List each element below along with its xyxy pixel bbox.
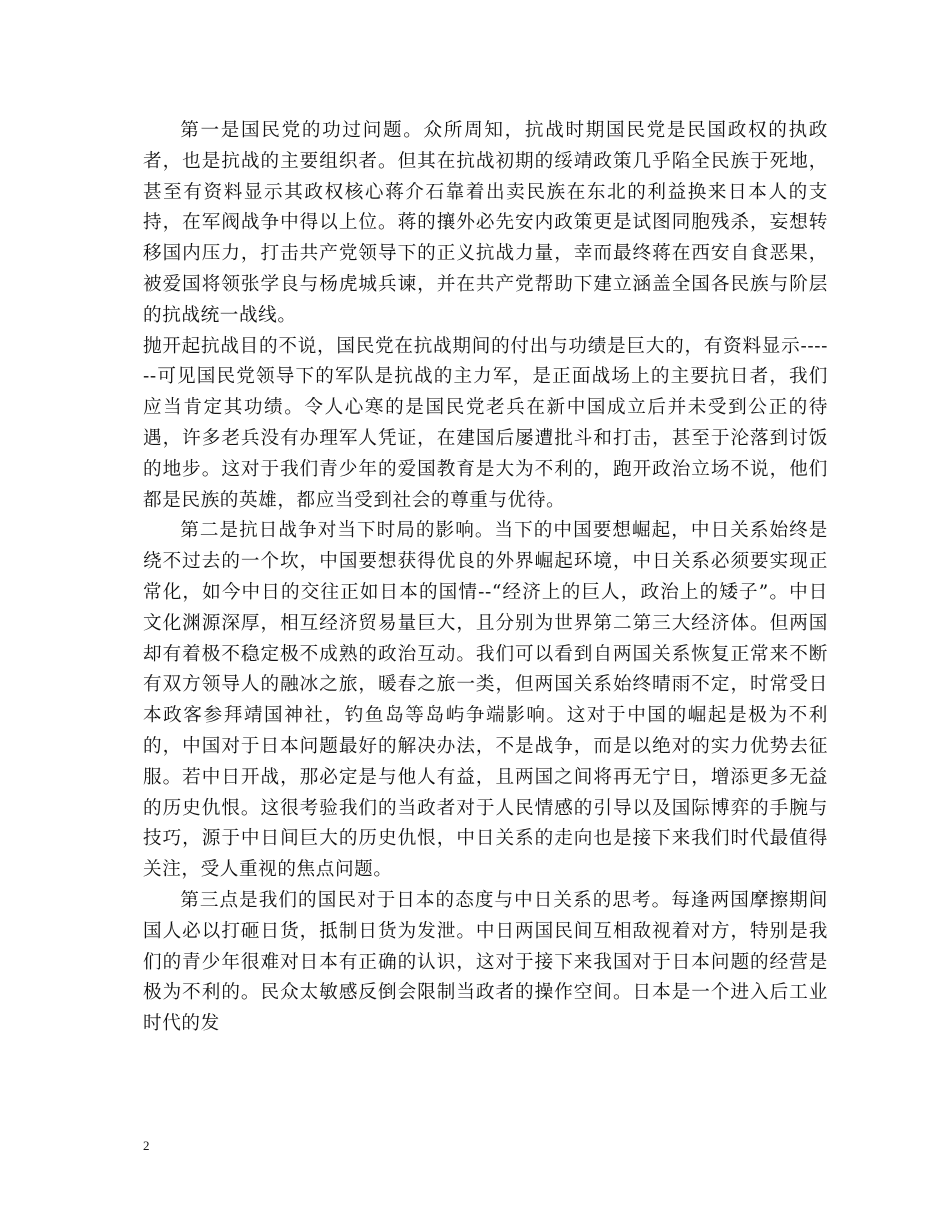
paragraph-3: 第二是抗日战争对当下时局的影响。当下的中国要想崛起，中日关系始终是绕不过去的一个坎，中国要想获得优良的外界崛起环境，中日关系必须要实现正常化，如今中日的交往正如日本的国情--“经济上的巨人，政治上的矮子”。中日文化渊源深厚，相互经济贸易量巨大，且分别为世界第二第三大经济体。但两国却有着极不稳定极不成熟的政治互动。我们可以看到自两国关系恢复正常来不断有双方领导人的融冰之旅，暖春之旅一类，但两国关系始终晴雨不定，时常受日本政客参拜靖国神社，钓鱼岛等岛屿争端影响。这对于中国的崛起是极为不利的，中国对于日本问题最好的解决办法，不是战争，而是以绝对的实力优势去征服。若中日开战，那必定是与他人有益，且两国之间将再无宁日，增添更多无益的历史仇恨。这很考验我们的当政者对于人民情感的引导以及国际博弈的手腕与技巧，源于中日间巨大的历史仇恨，中日关系的走向也是接下来我们时代最值得关注，受人重视的焦点问题。 xyxy=(143,520,828,881)
paragraph-4: 第三点是我们的国民对于日本的态度与中日关系的思考。每逢两国摩擦期间国人必以打砸日货，抵制日货为发泄。中日两国民间互相敌视着对方，特别是我们的青少年很难对日本有正确的认识，这对于接下来我国对于日本问题的经营是极为不利的。民众太敏感反倒会限制当政者的操作空间。日本是一个进入后工业时代的发 xyxy=(143,889,828,1035)
document-body xyxy=(143,116,828,1040)
paragraph-2: 抛开起抗战目的不说，国民党在抗战期间的付出与功绩是巨大的，有资料显示------可见国民党领导下的军队是抗战的主力军，是正面战场上的主要抗日者，我们应当肯定其功绩。令人心寒的是国民党老兵在新中国成立后并未受到公正的待遇，许多老兵没有办理军人凭证，在建国后屡遭批斗和打击，甚至于沦落到讨饭的地步。这对于我们青少年的爱国教育是大为不利的，跑开政治立场不说，他们都是民族的英雄，都应当受到社会的尊重与优待。 xyxy=(143,335,828,511)
page-number: 2 xyxy=(143,1138,150,1153)
paragraph-1: 第一是国民党的功过问题。众所周知，抗战时期国民党是民国政权的执政者，也是抗战的主要组织者。但其在抗战初期的绥靖政策几乎陷全民族于死地，甚至有资料显示其政权核心蒋介石靠着出卖民族在东北的利益换来日本人的支持，在军阀战争中得以上位。蒋的攘外必先安内政策更是试图同胞残杀，妄想转移国内压力，打击共产党领导下的正义抗战力量，幸而最终蒋在西安自食恶果，被爱国将领张学良与杨虎城兵谏，并在共产党帮助下建立涵盖全国各民族与阶层的抗战统一战线。 xyxy=(143,120,828,326)
